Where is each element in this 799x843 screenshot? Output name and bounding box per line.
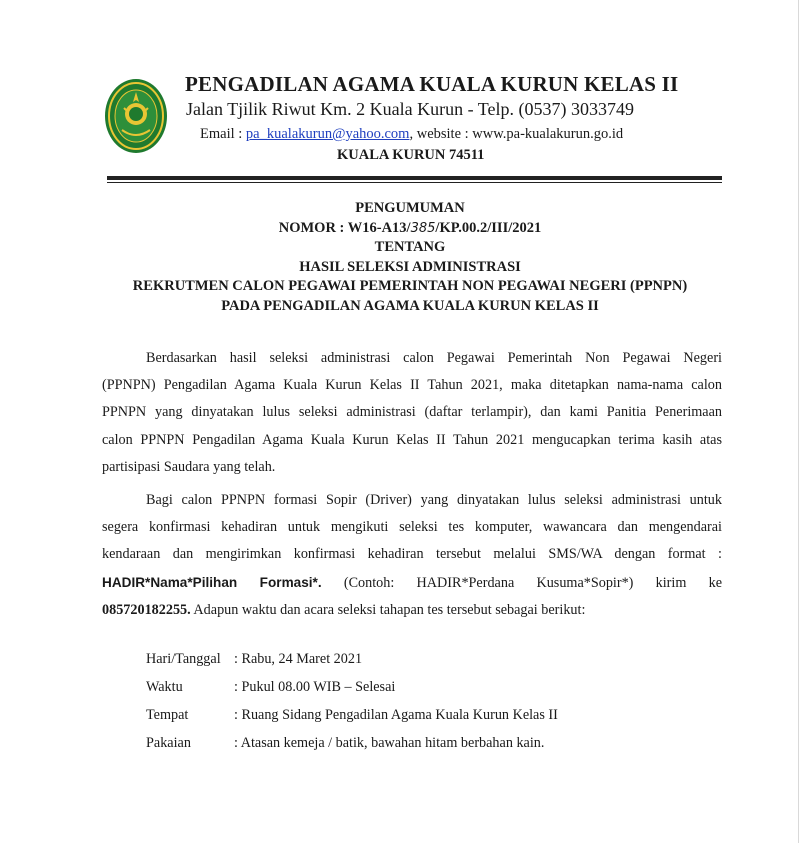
paragraph-line: HADIR*Nama*Pilihan Formasi*. (Contoh: HADIR*Perdana Kusuma*Sopir*) kirim ke (102, 574, 722, 591)
paragraph-line: segera konfirmasi kehadiran untuk mengikuti seleksi tes komputer, wawancara dan mengendarai (102, 519, 722, 536)
email-label: Email : (200, 126, 246, 142)
handwritten-number: 385 (410, 220, 436, 236)
title-number: NOMOR : W16-A13/385/KP.00.2/III/2021 (278, 219, 542, 236)
schedule-label: Tempat (146, 707, 189, 723)
schedule-row (146, 645, 558, 673)
paragraph-line: PPNPN yang dinyatakan lulus seleksi administrasi (daftar terlampir), dan kami Panitia Penerimaan (102, 404, 722, 421)
website-text: , website : www.pa-kualakurun.go.id (409, 126, 624, 142)
paragraph-line: Bagi calon PPNPN formasi Sopir (Driver) yang dinyatakan lulus seleksi administrasi untuk (146, 492, 722, 508)
schedule-details (146, 645, 558, 757)
email-link[interactable]: pa_kualakurun@yahoo.com (245, 126, 410, 142)
announcement-title (60, 199, 760, 316)
schedule-row (146, 729, 558, 757)
schedule-value: : Atasan kemeja / batik, bawahan hitam berbahan kain. (234, 735, 545, 751)
paragraph-driver-instructions (102, 487, 722, 624)
schedule-label: Hari/Tanggal (146, 651, 221, 667)
institution-name: PENGADILAN AGAMA KUALA KURUN KELAS II (185, 72, 679, 96)
title-line-1: HASIL SELEKSI ADMINISTRASI (299, 258, 521, 275)
letterhead-divider-thick (107, 176, 722, 180)
paragraph-line: 085720182255. Adapun waktu dan acara seleksi tahapan tes tersebut sebagai berikut: (102, 601, 586, 618)
schedule-row (146, 673, 558, 701)
address: Jalan Tjilik Riwut Km. 2 Kuala Kurun - Telp. (0537) 3033749 (186, 99, 635, 119)
schedule-value: : Pukul 08.00 WIB – Selesai (234, 679, 396, 695)
schedule-label: Pakaian (146, 735, 191, 751)
letterhead-divider-thin (107, 182, 722, 183)
schedule-value: : Ruang Sidang Pengadilan Agama Kuala Kurun Kelas II (234, 707, 558, 723)
format-example: HADIR*Nama*Pilihan Formasi*. (102, 574, 322, 590)
title-line-3: PADA PENGADILAN AGAMA KUALA KURUN KELAS II (221, 297, 599, 314)
paragraph-line: calon PPNPN Pengadilan Agama Kuala Kurun Kelas II Tahun 2021 mengucapkan terima kasih atas (102, 431, 722, 448)
city-postcode: KUALA KURUN 74511 (337, 147, 485, 163)
schedule-label: Waktu (146, 679, 183, 695)
title-heading: PENGUMUMAN (355, 200, 465, 216)
title-about: TENTANG (374, 239, 446, 255)
schedule-value: : Rabu, 24 Maret 2021 (234, 651, 363, 667)
paragraph-line: partisipasi Saudara yang telah. (102, 458, 276, 475)
paragraph-line: kendaraan dan mengirimkan konfirmasi kehadiran tersebut melalui SMS/WA dengan format : (102, 546, 722, 563)
contact-line (200, 126, 623, 143)
court-emblem-icon (104, 78, 168, 154)
schedule-row (146, 701, 558, 729)
paragraph-line: (PPNPN) Pengadilan Agama Kuala Kurun Kelas II Tahun 2021, maka ditetapkan nama-nama calon (102, 377, 722, 394)
title-line-2: REKRUTMEN CALON PEGAWAI PEMERINTAH NON PEGAWAI NEGERI (PPNPN) (132, 278, 688, 294)
paragraph-line: Berdasarkan hasil seleksi administrasi calon Pegawai Pemerintah Non Pegawai Negeri (146, 350, 722, 366)
phone-number: 085720182255. (102, 601, 191, 618)
paragraph-results (102, 345, 722, 481)
